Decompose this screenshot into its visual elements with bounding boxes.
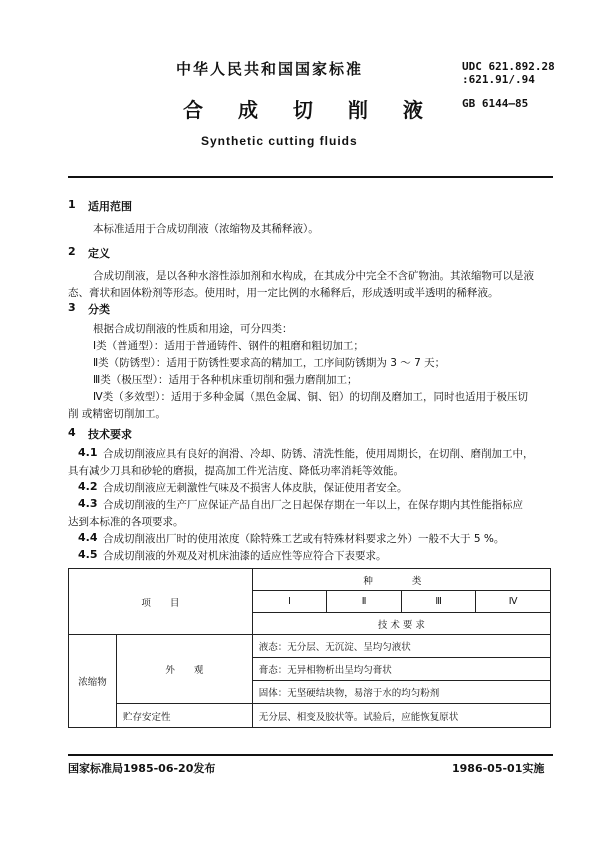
storage-value: 无分层、相变及胶状等。试验后，应能恢复原状 — [258, 711, 459, 723]
type-1-label: Ⅰ — [288, 596, 291, 607]
clause-4-3-text-line2: 达到本标准的各项要求。 — [68, 516, 184, 528]
type-3-label: Ⅲ — [435, 596, 442, 607]
clause-4-4-number: 4.4 — [78, 531, 98, 544]
type-4-label: Ⅳ — [508, 596, 518, 607]
clause-4-3-text-line1: 合成切削液的生产厂应保证产品自出厂之日起保存期在一年以上，在保存期内其性能指标应 — [103, 499, 523, 511]
section-2-text-line2: 态、膏状和固体粉剂等形态。使用时，用一定比例的水稀释后，形成透明或半透明的稀释液。 — [68, 287, 499, 299]
type-1-cell — [252, 591, 327, 613]
gb-number: GB 6144—85 — [462, 97, 529, 110]
clause-4-1-text-line2: 具有减少刀具和砂轮的磨损，提高加工件光洁度、降低功率消耗等效能。 — [68, 465, 404, 477]
title-chinese: 合 成 切 削 液 — [183, 98, 437, 122]
class-4-text-line1: Ⅳ类（多效型）：适用于多种金属（黑色金属、铜、铝）的切削及磨加工，同时也适用于极压切 — [93, 391, 528, 403]
requirements-table — [68, 568, 551, 728]
section-1-number: 1 — [68, 198, 76, 211]
appearance-cell — [116, 635, 252, 704]
clause-4-4-text: 合成切削液出厂时的使用浓度（除特殊工艺或有特殊材料要求之外）一般不大于 5 %。 — [103, 533, 505, 545]
req-header-cell — [252, 613, 550, 635]
item-header-cell — [69, 569, 253, 635]
appearance-label: 外 观 — [165, 665, 204, 676]
clause-4-2-text: 合成切削液应无刺激性气味及不损害人体皮肤，保证使用者安全。 — [103, 482, 408, 494]
type-header-cell — [252, 569, 550, 591]
type-3-cell — [401, 591, 476, 613]
appearance-liquid: 液态：无分层、无沉淀、呈均匀液状 — [258, 642, 411, 653]
section-4-number: 4 — [68, 426, 76, 439]
concentrate-cell — [69, 635, 117, 728]
appearance-paste: 膏态：无异相物析出呈均匀膏状 — [258, 665, 392, 676]
clause-4-3-number: 4.3 — [78, 497, 98, 510]
type-4-cell — [476, 591, 551, 613]
req-header: 技 术 要 求 — [377, 619, 425, 631]
section-2-text-line1: 合成切削液，是以各种水溶性添加剂和水构成，在其成分中完全不含矿物油。其浓缩物可以是液 — [93, 270, 534, 282]
clause-4-1-text-line1: 合成切削液应具有良好的润滑、冷却、防锈、清洗性能，使用周期长，在切削、磨削加工中， — [103, 448, 534, 460]
class-1-text: Ⅰ类（普通型）：适用于普通铸件、钢件的粗磨和粗切加工； — [93, 340, 364, 352]
section-3-intro: 根据合成切削液的性质和用途，可分四类： — [93, 323, 293, 335]
clause-4-5-number: 4.5 — [78, 548, 98, 561]
item-header: 项 目 — [141, 597, 180, 609]
clause-4-5-text: 合成切削液的外观及对机床油漆的适应性等应符合下表要求。 — [103, 550, 387, 562]
section-4-title: 技术要求 — [88, 428, 132, 441]
udc-code-line1: UDC 621.892.28 — [462, 60, 555, 73]
class-3-text: Ⅲ类（极压型）：适用于各种机床重切削和强力磨削加工； — [93, 374, 358, 386]
title-english: Synthetic cutting fluids — [201, 134, 358, 148]
storage-label: 贮存安定性 — [122, 711, 171, 723]
storage-value-cell — [252, 704, 550, 728]
section-1-text: 本标准适用于合成切削液（浓缩物及其稀释液）。 — [93, 223, 319, 235]
section-1-title: 适用范围 — [88, 200, 132, 213]
class-4-text-line2: 削 或精密切削加工。 — [68, 408, 166, 420]
appearance-solid-cell — [252, 681, 550, 704]
section-3-number: 3 — [68, 301, 76, 314]
clause-4-1-number: 4.1 — [78, 446, 98, 459]
top-rule — [68, 176, 553, 178]
class-2-text: Ⅱ类（防锈型）：适用于防锈性要求高的精加工，工序间防锈期为 3 ～ 7 天； — [93, 357, 446, 369]
appearance-paste-cell — [252, 658, 550, 681]
appearance-solid: 固体：无坚硬结块物，易溶于水的均匀粉剂 — [258, 688, 440, 699]
udc-code-line2: :621.91/.94 — [462, 73, 535, 86]
storage-label-cell — [116, 704, 252, 728]
issue-date: 国家标准局1985-06-20发布 — [68, 762, 216, 775]
section-2-title: 定义 — [88, 247, 110, 260]
type-2-cell — [327, 591, 402, 613]
concentrate-label: 浓缩物 — [78, 677, 107, 688]
section-2-number: 2 — [68, 245, 76, 258]
effective-date: 1986-05-01实施 — [452, 762, 545, 775]
section-3-title: 分类 — [88, 303, 110, 316]
bottom-rule — [68, 754, 553, 756]
type-header: 种 类 — [363, 575, 440, 587]
type-2-label: Ⅱ — [361, 596, 367, 607]
clause-4-2-number: 4.2 — [78, 480, 98, 493]
appearance-liquid-cell — [252, 635, 550, 658]
standard-name: 中华人民共和国国家标准 — [176, 60, 364, 78]
